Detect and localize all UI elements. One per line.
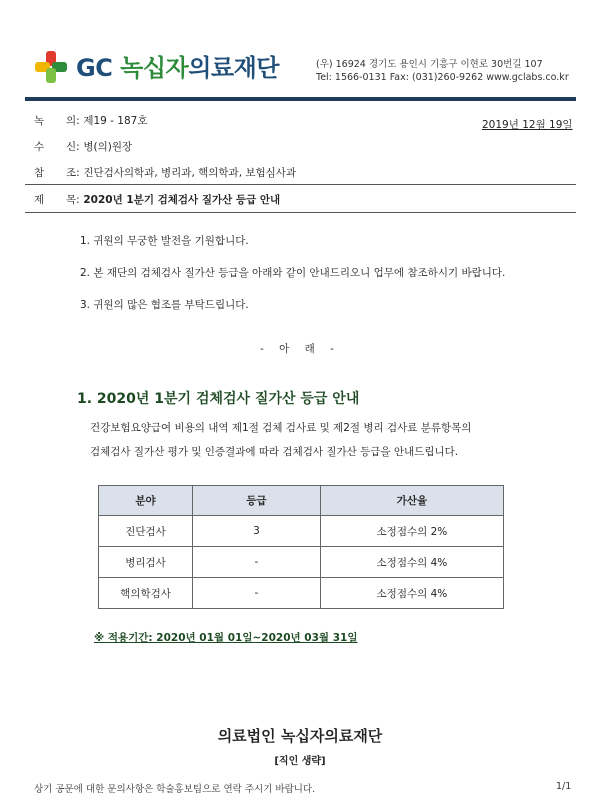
subject-row	[34, 192, 280, 207]
doc-number-label: 녹	[34, 115, 45, 127]
org-logo-text	[76, 48, 279, 83]
section-title: 1. 2020년 1분기 검체검사 질가산 등급 안내	[77, 391, 360, 407]
org-prefix: GC	[76, 54, 113, 82]
header-divider	[25, 97, 576, 101]
reference-label: 참	[34, 167, 45, 179]
doc-number-row	[34, 113, 148, 128]
section-text-line-1: 건강보험요양급여 비용의 내역 제1절 검체 검사료 및 제2절 병리 검사료 분류항목의	[90, 422, 472, 434]
subject-label2: 목:	[66, 194, 80, 206]
cell-field: 진단검사	[99, 516, 193, 547]
header-grade: 등급	[193, 486, 321, 516]
reference-label2: 조:	[66, 167, 80, 179]
table-header-row	[99, 486, 504, 516]
cell-grade: 3	[193, 516, 321, 547]
header-rate: 가산율	[320, 486, 503, 516]
recipient-value: 병(의)원장	[83, 141, 133, 153]
paragraph-1: 1. 귀원의 무궁한 발전을 기원합니다.	[80, 235, 249, 247]
doc-number-label2: 의:	[66, 115, 80, 127]
paragraph-2: 2. 본 재단의 검체검사 질가산 등급을 아래와 같이 안내드리오니 업무에 참조하시기 바랍니다.	[80, 267, 506, 279]
recipient-row	[34, 139, 132, 154]
signature-name: 의료법인 녹십자의료재단	[217, 727, 383, 745]
header-field: 분야	[99, 486, 193, 516]
table-row	[99, 547, 504, 578]
cell-grade: -	[193, 547, 321, 578]
org-contact: Tel: 1566-0131 Fax: (031)260-9262 www.gclabs.co.kr	[316, 72, 569, 83]
cell-rate: 소정점수의 4%	[320, 547, 503, 578]
meta-divider-1	[25, 184, 576, 185]
subject-value: 2020년 1분기 검체검사 질가산 등급 안내	[83, 194, 281, 206]
doc-number-value: 제19 - 187호	[83, 115, 148, 127]
meta-divider-2	[25, 212, 576, 213]
logo-cross-icon	[34, 50, 68, 84]
org-address: (우) 16924 경기도 용인시 기흥구 이현로 30번길 107	[316, 59, 543, 70]
reference-row	[34, 165, 296, 180]
grade-table	[98, 485, 504, 609]
seal-omitted: [직인 생략]	[274, 756, 326, 767]
page-number: 1/1	[556, 781, 572, 792]
section-text-line-2: 검체검사 질가산 평가 및 인증결과에 따라 검체검사 질가산 등급을 안내드립니다.	[90, 446, 459, 458]
below-marker: - 아 래 -	[260, 343, 340, 355]
subject-label: 제	[34, 194, 45, 206]
org-name-green: 녹십자	[120, 54, 189, 82]
application-period: ※ 적용기간: 2020년 01월 01일~2020년 03월 31일	[94, 632, 358, 644]
table-row	[99, 516, 504, 547]
cell-field: 핵의학검사	[99, 578, 193, 609]
recipient-label: 수	[34, 141, 45, 153]
org-name-rest: 의료재단	[188, 54, 279, 82]
reference-value: 진단검사의학과, 병리과, 핵의학과, 보험심사과	[83, 167, 297, 179]
cell-field: 병리검사	[99, 547, 193, 578]
doc-date: 2019년 12월 19일	[482, 119, 573, 131]
recipient-label2: 신:	[66, 141, 80, 153]
table-row	[99, 578, 504, 609]
cell-rate: 소정점수의 2%	[320, 516, 503, 547]
cell-rate: 소정점수의 4%	[320, 578, 503, 609]
cell-grade: -	[193, 578, 321, 609]
paragraph-3: 3. 귀원의 많은 협조를 부탁드립니다.	[80, 299, 249, 311]
footer-note: 상기 공문에 대한 문의사항은 학술홍보팀으로 연락 주시기 바랍니다.	[34, 784, 316, 795]
